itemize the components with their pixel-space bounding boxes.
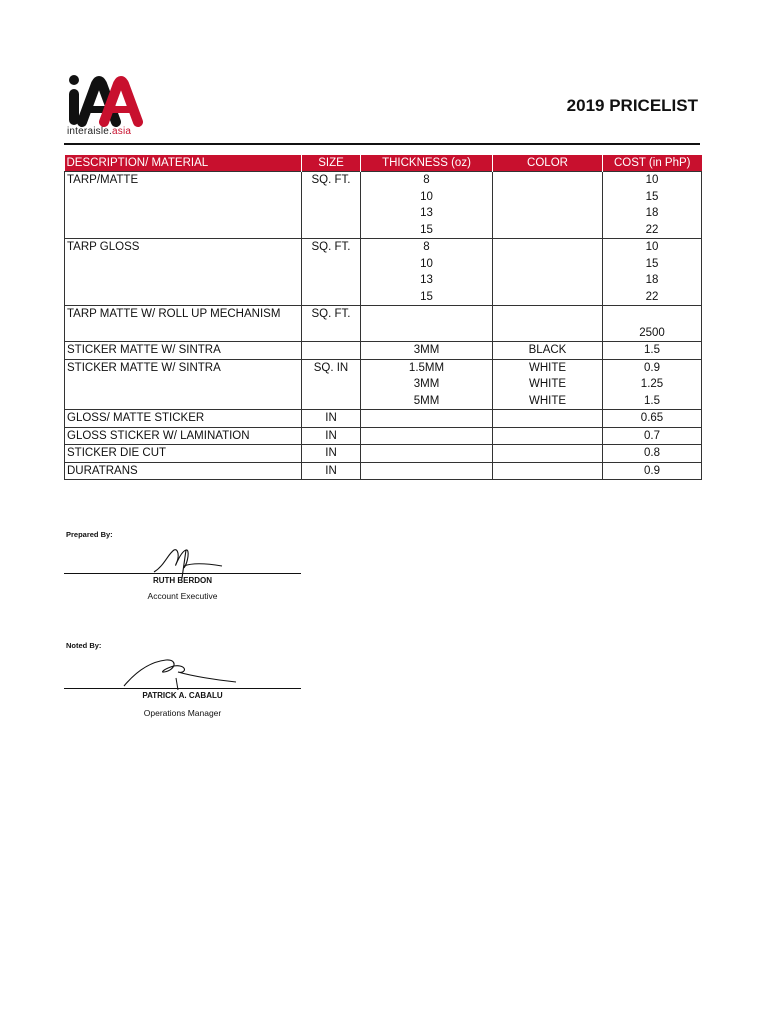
header-description: DESCRIPTION/ MATERIAL bbox=[65, 155, 302, 172]
row-cost: 15 bbox=[645, 257, 659, 270]
row-thickness: 13 bbox=[420, 274, 433, 286]
signature-icon bbox=[118, 654, 242, 690]
row-color: BLACK bbox=[528, 344, 567, 356]
row-thickness: 10 bbox=[420, 257, 433, 270]
row-thickness: 5MM bbox=[413, 394, 440, 407]
table-header-row bbox=[65, 155, 702, 172]
pricelist-table bbox=[64, 155, 702, 480]
row-cost: 10 bbox=[645, 241, 659, 253]
row-cost: 0.65 bbox=[640, 412, 664, 424]
row-cost: 2500 bbox=[639, 326, 665, 339]
prepared-signature-line bbox=[64, 573, 301, 574]
row-thickness: 1.5MM bbox=[408, 361, 445, 374]
title-divider bbox=[64, 143, 700, 145]
row-description: GLOSS STICKER W/ LAMINATION bbox=[67, 429, 250, 442]
table-row bbox=[65, 445, 702, 463]
prepared-by-label: Prepared By: bbox=[66, 530, 113, 539]
row-description: TARP/MATTE bbox=[67, 174, 139, 186]
row-thickness: 10 bbox=[420, 190, 433, 203]
row-description: DURATRANS bbox=[67, 464, 138, 477]
table-row bbox=[65, 342, 702, 360]
table-row bbox=[65, 427, 702, 445]
row-size: SQ. FT. bbox=[311, 308, 351, 320]
prepared-role: Account Executive bbox=[147, 591, 218, 601]
table-row bbox=[65, 410, 702, 428]
row-cost: 22 bbox=[645, 290, 659, 303]
table-row bbox=[65, 359, 702, 410]
row-thickness: 15 bbox=[420, 290, 433, 303]
header-cost: COST (in PhP) bbox=[603, 155, 702, 172]
page-title: 2019 PRICELIST bbox=[566, 96, 698, 115]
row-cost: 0.7 bbox=[644, 429, 660, 442]
row-size: IN bbox=[325, 412, 337, 424]
row-size: SQ. FT. bbox=[311, 241, 351, 253]
row-cost: 0.9 bbox=[644, 464, 660, 477]
noted-role: Operations Manager bbox=[143, 708, 222, 718]
table-row bbox=[65, 172, 702, 239]
row-color: WHITE bbox=[528, 378, 567, 390]
row-size: SQ. IN bbox=[313, 361, 349, 374]
table-row bbox=[65, 239, 702, 306]
row-thickness: 13 bbox=[420, 207, 433, 219]
row-color: WHITE bbox=[528, 361, 567, 374]
table-row bbox=[65, 306, 702, 342]
row-color: WHITE bbox=[528, 394, 567, 407]
noted-by-label: Noted By: bbox=[66, 641, 102, 650]
header-thickness: THICKNESS (oz) bbox=[361, 155, 493, 172]
row-size: IN bbox=[325, 464, 337, 477]
row-size: SQ. FT. bbox=[311, 174, 351, 186]
table-row bbox=[65, 462, 702, 480]
noted-name: PATRICK A. CABALU bbox=[142, 691, 223, 700]
row-description: GLOSS/ MATTE STICKER bbox=[67, 412, 205, 424]
row-thickness: 15 bbox=[420, 223, 433, 236]
logo-wordmark: interaisle.asia bbox=[67, 126, 132, 137]
prepared-name: RUTH BERDON bbox=[152, 576, 213, 585]
row-cost: 1.25 bbox=[640, 378, 664, 390]
row-description: TARP MATTE W/ ROLL UP MECHANISM bbox=[67, 308, 281, 320]
row-thickness: 3MM bbox=[413, 344, 440, 356]
row-size: IN bbox=[325, 447, 337, 459]
row-cost: 15 bbox=[645, 190, 659, 203]
row-cost: 0.9 bbox=[644, 361, 660, 374]
row-cost: 18 bbox=[645, 207, 659, 219]
row-cost: 0.8 bbox=[644, 447, 660, 459]
row-description: STICKER MATTE W/ SINTRA bbox=[67, 344, 221, 356]
row-thickness: 8 bbox=[423, 241, 430, 253]
header-size: SIZE bbox=[302, 155, 361, 172]
row-description: STICKER MATTE W/ SINTRA bbox=[67, 361, 221, 374]
row-cost: 18 bbox=[645, 274, 659, 286]
row-thickness: 8 bbox=[423, 174, 430, 186]
row-cost: 1.5 bbox=[644, 344, 660, 356]
row-cost: 10 bbox=[645, 174, 659, 186]
noted-signature-line bbox=[64, 688, 301, 689]
row-size: IN bbox=[325, 429, 337, 442]
row-description: TARP GLOSS bbox=[67, 241, 140, 253]
signature-icon bbox=[150, 544, 230, 580]
header-color: COLOR bbox=[493, 155, 603, 172]
row-description: STICKER DIE CUT bbox=[67, 447, 167, 459]
row-cost: 22 bbox=[645, 223, 659, 236]
row-thickness: 3MM bbox=[413, 378, 440, 390]
row-cost: 1.5 bbox=[644, 394, 660, 407]
